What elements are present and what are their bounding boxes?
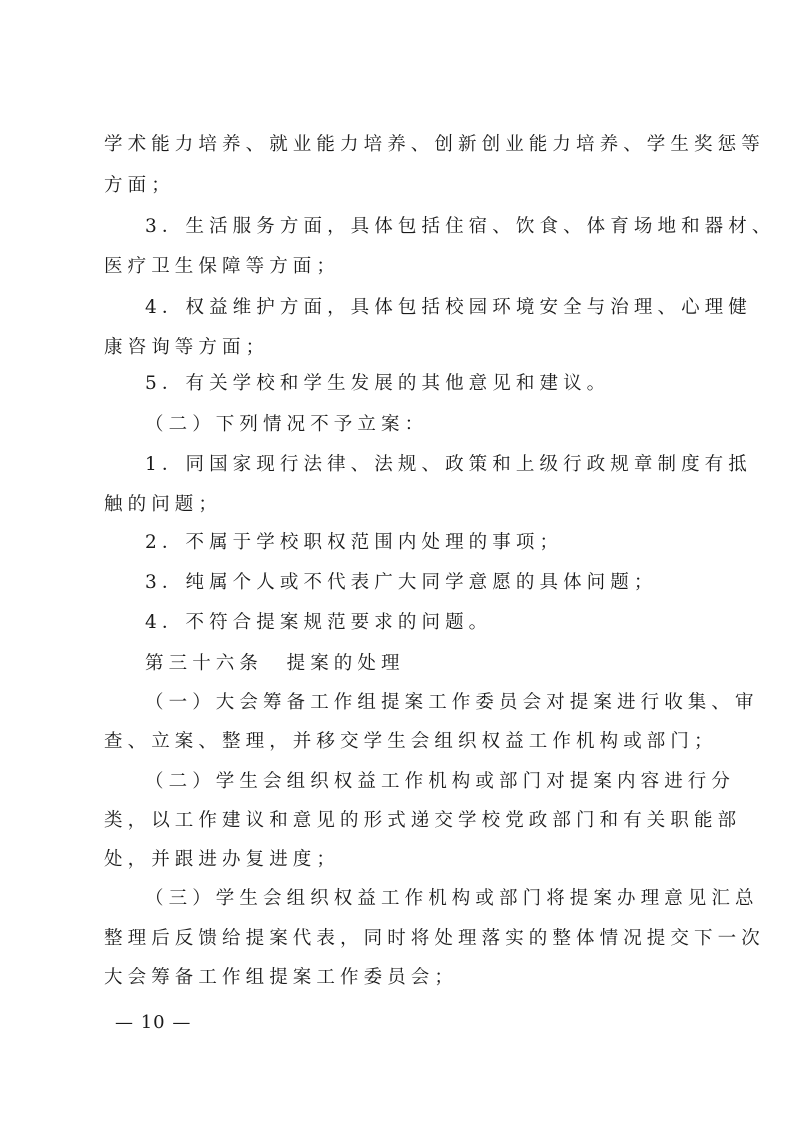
- text-line: （一）大会筹备工作组提案工作委员会对提案进行收集、审: [145, 692, 759, 713]
- text-line: 触的问题；: [104, 494, 223, 515]
- text-line: 4．不符合提案规范要求的问题。: [145, 612, 493, 633]
- text-line: 3．纯属个人或不代表广大同学意愿的具体问题；: [145, 572, 658, 593]
- text-line: 大会筹备工作组提案工作委员会；: [104, 967, 459, 988]
- text-line: 2．不属于学校职权范围内处理的事项；: [145, 532, 564, 553]
- text-line: （三）学生会组织权益工作机构或部门将提案办理意见汇总: [145, 888, 759, 909]
- text-line: 康咨询等方面；: [104, 337, 270, 358]
- text-line: 4．权益维护方面，具体包括校园环境安全与治理、心理健: [145, 297, 752, 318]
- text-line: 学术能力培养、就业能力培养、创新创业能力培养、学生奖惩等: [104, 134, 765, 155]
- article-heading: 第三十六条 提案的处理: [145, 653, 405, 674]
- text-line: 类，以工作建议和意见的形式递交学校党政部门和有关职能部: [104, 810, 742, 831]
- page-number: — 10 —: [115, 1012, 192, 1033]
- text-line: 1．同国家现行法律、法规、政策和上级行政规章制度有抵: [145, 454, 752, 475]
- text-line: （二）下列情况不予立案：: [145, 414, 429, 435]
- text-line: 5．有关学校和学生发展的其他意见和建议。: [145, 373, 611, 394]
- text-line: （二）学生会组织权益工作机构或部门对提案内容进行分: [145, 771, 736, 792]
- text-line: 3．生活服务方面，具体包括住宿、饮食、体育场地和器材、: [145, 216, 776, 237]
- text-line: 处，并跟进办复进度；: [104, 849, 341, 870]
- text-line: 整理后反馈给提案代表，同时将处理落实的整体情况提交下一次: [104, 928, 765, 949]
- text-line: 方面；: [104, 175, 175, 196]
- text-line: 查、立案、整理，并移交学生会组织权益工作机构或部门；: [104, 731, 718, 752]
- text-line: 医疗卫生保障等方面；: [104, 256, 341, 277]
